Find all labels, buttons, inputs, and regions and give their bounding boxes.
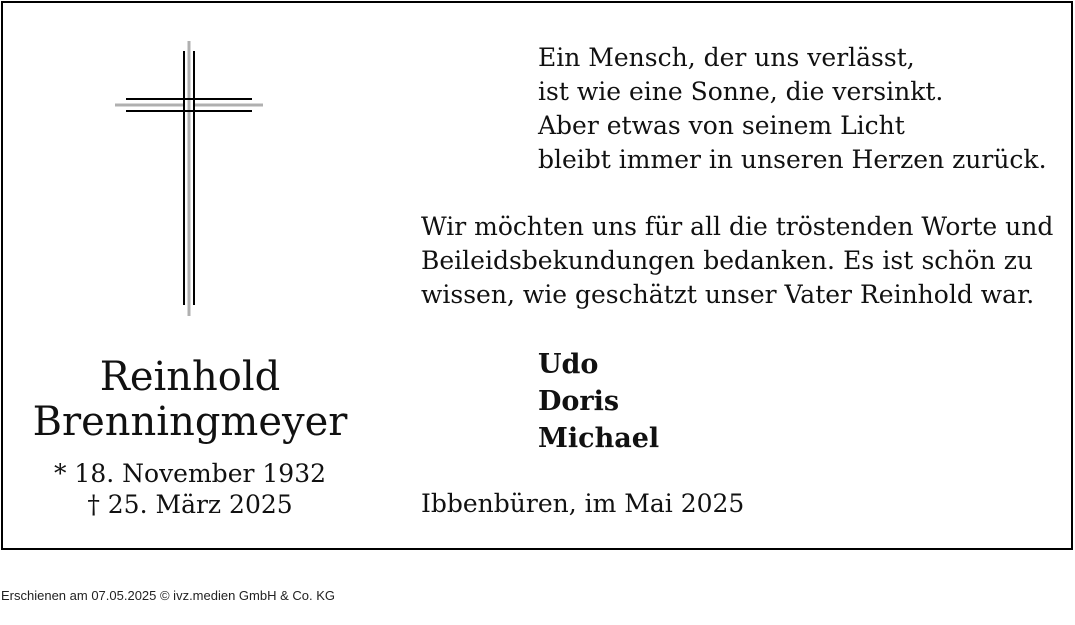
obituary-card xyxy=(1,1,1073,550)
signers xyxy=(538,346,838,457)
cross-icon xyxy=(115,41,265,316)
birth-date: * 18. November 1932 xyxy=(53,459,327,488)
publication-footer: Erschienen am 07.05.2025 © ivz.medien GmbH & Co. KG xyxy=(1,588,336,603)
signer-name: Udo xyxy=(538,349,599,380)
poem-line: Aber etwas von seinem Licht xyxy=(538,111,905,140)
poem-line: Ein Mensch, der uns verlässt, xyxy=(538,43,915,72)
deceased-last-name: Brenningmeyer xyxy=(32,399,348,445)
poem xyxy=(538,41,1058,177)
deceased-first-name: Reinhold xyxy=(99,354,281,400)
thanks-line: Beileidsbekundungen bedanken. Es ist schön zu xyxy=(421,246,1033,275)
death-date: † 25. März 2025 xyxy=(87,490,293,519)
thanks-text xyxy=(421,210,1054,312)
poem-line: bleibt immer in unseren Herzen zurück. xyxy=(538,145,1047,174)
poem-line: ist wie eine Sonne, die versinkt. xyxy=(538,77,944,106)
signer-name: Doris xyxy=(538,386,620,417)
thanks-line: wissen, wie geschätzt unser Vater Reinhold war. xyxy=(421,280,1035,309)
signer-name: Michael xyxy=(538,423,660,454)
thanks-line: Wir möchten uns für all die tröstenden Worte und xyxy=(421,212,1054,241)
place-date: Ibbenbüren, im Mai 2025 xyxy=(421,489,745,518)
